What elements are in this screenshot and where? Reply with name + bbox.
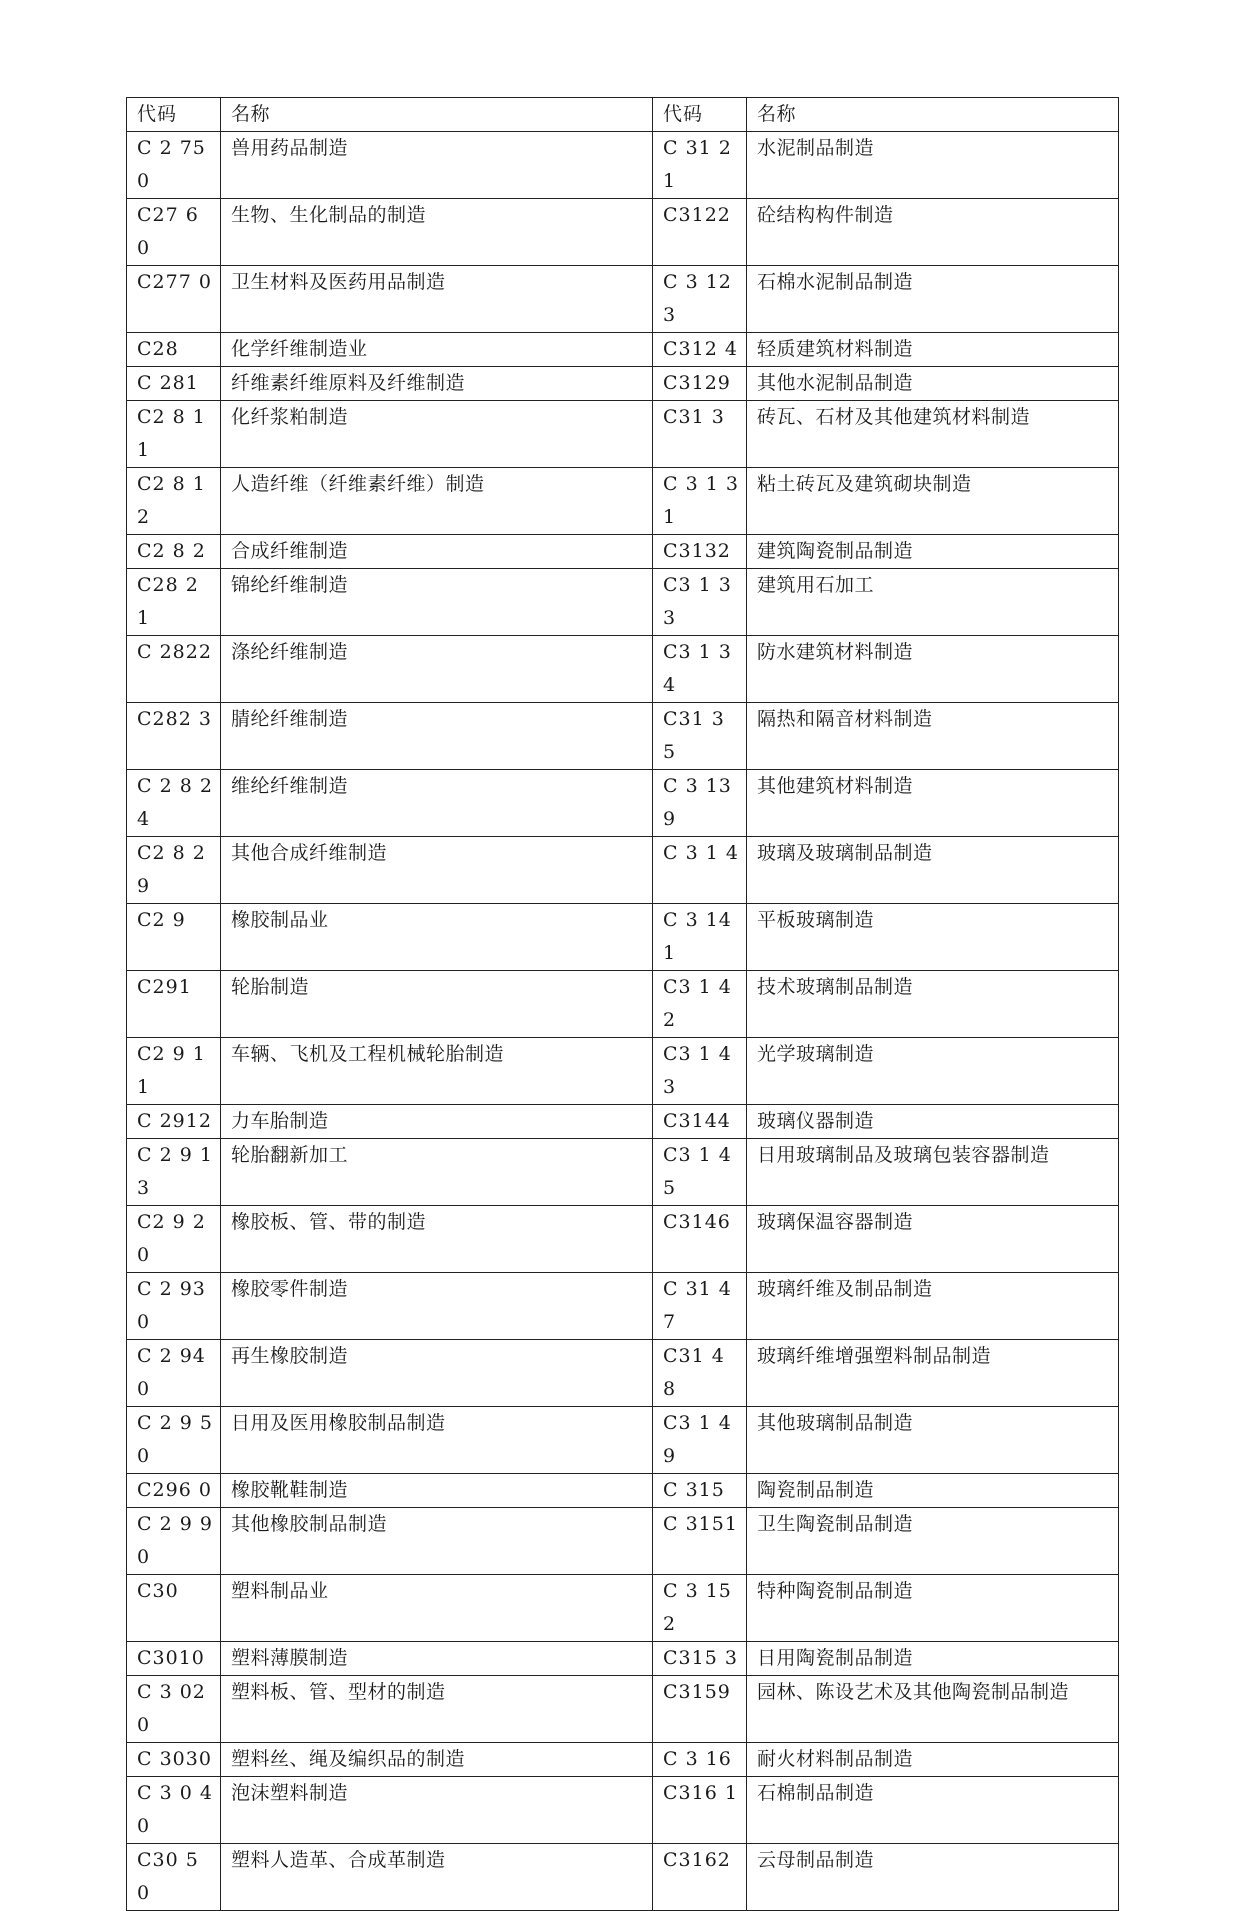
code-cell: C28 (127, 333, 221, 367)
name-cell-right: 玻璃仪器制造 (747, 1105, 1119, 1139)
name-cell-right: 玻璃纤维增强塑料制品制造 (747, 1340, 1119, 1407)
table-row (127, 199, 1119, 266)
code-cell: C30 5 0 (127, 1844, 221, 1911)
name-cell-right: 砼结构构件制造 (747, 199, 1119, 266)
name-cell-right: 水泥制品制造 (747, 132, 1119, 199)
table-row (127, 1844, 1119, 1911)
name-cell: 力车胎制造 (221, 1105, 653, 1139)
code-cell: C28 2 1 (127, 569, 221, 636)
name-cell-right: 粘土砖瓦及建筑砌块制造 (747, 468, 1119, 535)
code-cell-right: C 3 123 (653, 266, 747, 333)
code-cell: C2 8 2 (127, 535, 221, 569)
name-header: 名称 (221, 98, 653, 132)
name-cell-right: 技术玻璃制品制造 (747, 971, 1119, 1038)
code-cell: C2 9 11 (127, 1038, 221, 1105)
code-cell-right: C312 4 (653, 333, 747, 367)
name-cell-right: 建筑陶瓷制品制造 (747, 535, 1119, 569)
code-cell-right: C 3 141 (653, 904, 747, 971)
table-row (127, 1642, 1119, 1676)
table-row (127, 266, 1119, 333)
name-cell-right: 隔热和隔音材料制造 (747, 703, 1119, 770)
table-body (127, 98, 1119, 1911)
name-cell-right: 石棉水泥制品制造 (747, 266, 1119, 333)
name-cell: 轮胎制造 (221, 971, 653, 1038)
table-row (127, 401, 1119, 468)
code-cell-right: C31 3 5 (653, 703, 747, 770)
table-row (127, 1206, 1119, 1273)
code-cell: C 2 93 0 (127, 1273, 221, 1340)
code-header-right: 代码 (653, 98, 747, 132)
code-cell: C 2 75 0 (127, 132, 221, 199)
name-cell: 轮胎翻新加工 (221, 1139, 653, 1206)
code-cell: C 2912 (127, 1105, 221, 1139)
code-cell-right: C 3 152 (653, 1575, 747, 1642)
table-row (127, 1105, 1119, 1139)
name-cell-right: 其他水泥制品制造 (747, 367, 1119, 401)
table-row (127, 837, 1119, 904)
code-cell-right: C3 1 4 3 (653, 1038, 747, 1105)
code-cell: C291 (127, 971, 221, 1038)
name-cell-right: 防水建筑材料制造 (747, 636, 1119, 703)
code-cell-right: C3162 (653, 1844, 747, 1911)
name-cell-right: 耐火材料制品制造 (747, 1743, 1119, 1777)
table-row (127, 1273, 1119, 1340)
name-cell: 塑料人造革、合成革制造 (221, 1844, 653, 1911)
name-cell: 其他合成纤维制造 (221, 837, 653, 904)
code-cell: C27 6 0 (127, 199, 221, 266)
code-cell-right: C 31 4 7 (653, 1273, 747, 1340)
name-cell: 橡胶靴鞋制造 (221, 1474, 653, 1508)
code-cell-right: C3144 (653, 1105, 747, 1139)
code-cell-right: C 3 139 (653, 770, 747, 837)
name-cell-right: 日用玻璃制品及玻璃包装容器制造 (747, 1139, 1119, 1206)
name-cell: 人造纤维（纤维素纤维）制造 (221, 468, 653, 535)
code-cell-right: C 315 (653, 1474, 747, 1508)
table-row (127, 1474, 1119, 1508)
code-cell: C 3 020 (127, 1676, 221, 1743)
name-cell: 其他橡胶制品制造 (221, 1508, 653, 1575)
table-row (127, 971, 1119, 1038)
name-cell: 塑料板、管、型材的制造 (221, 1676, 653, 1743)
name-cell: 兽用药品制造 (221, 132, 653, 199)
name-cell: 化学纤维制造业 (221, 333, 653, 367)
table-row (127, 367, 1119, 401)
table-row (127, 1777, 1119, 1844)
table-row (127, 1407, 1119, 1474)
table-row (127, 904, 1119, 971)
code-cell: C2 8 1 2 (127, 468, 221, 535)
code-cell: C277 0 (127, 266, 221, 333)
name-cell: 卫生材料及医药用品制造 (221, 266, 653, 333)
code-cell: C 2 8 2 4 (127, 770, 221, 837)
code-cell-right: C3 1 42 (653, 971, 747, 1038)
code-cell-right: C3 1 49 (653, 1407, 747, 1474)
name-cell-right: 石棉制品制造 (747, 1777, 1119, 1844)
name-cell: 橡胶制品业 (221, 904, 653, 971)
name-cell-right: 日用陶瓷制品制造 (747, 1642, 1119, 1676)
code-cell-right: C31 4 8 (653, 1340, 747, 1407)
code-cell: C 3030 (127, 1743, 221, 1777)
name-cell: 橡胶板、管、带的制造 (221, 1206, 653, 1273)
name-cell: 维纶纤维制造 (221, 770, 653, 837)
name-cell: 生物、生化制品的制造 (221, 199, 653, 266)
table-row (127, 1508, 1119, 1575)
table-row (127, 132, 1119, 199)
name-cell-right: 玻璃及玻璃制品制造 (747, 837, 1119, 904)
code-cell-right: C3 1 3 3 (653, 569, 747, 636)
code-cell-right: C316 1 (653, 1777, 747, 1844)
name-cell-right: 卫生陶瓷制品制造 (747, 1508, 1119, 1575)
name-cell: 腈纶纤维制造 (221, 703, 653, 770)
code-cell: C30 (127, 1575, 221, 1642)
table-row (127, 569, 1119, 636)
name-cell-right: 园林、陈设艺术及其他陶瓷制品制造 (747, 1676, 1119, 1743)
name-cell-right: 玻璃纤维及制品制造 (747, 1273, 1119, 1340)
name-cell: 再生橡胶制造 (221, 1340, 653, 1407)
name-cell: 纤维素纤维原料及纤维制造 (221, 367, 653, 401)
code-cell: C 3 0 4 0 (127, 1777, 221, 1844)
table-row (127, 1743, 1119, 1777)
code-cell-right: C 31 2 1 (653, 132, 747, 199)
code-cell-right: C 3 1 31 (653, 468, 747, 535)
code-cell-right: C 3 16 (653, 1743, 747, 1777)
table-header-row (127, 98, 1119, 132)
name-cell: 塑料丝、绳及编织品的制造 (221, 1743, 653, 1777)
code-cell-right: C31 3 (653, 401, 747, 468)
table-row (127, 1676, 1119, 1743)
name-cell-right: 云母制品制造 (747, 1844, 1119, 1911)
name-cell-right: 轻质建筑材料制造 (747, 333, 1119, 367)
code-cell: C 281 (127, 367, 221, 401)
code-cell: C 2 9 1 3 (127, 1139, 221, 1206)
table-row (127, 1575, 1119, 1642)
name-cell: 日用及医用橡胶制品制造 (221, 1407, 653, 1474)
code-cell: C2 9 20 (127, 1206, 221, 1273)
code-cell-right: C3 1 4 5 (653, 1139, 747, 1206)
code-cell-right: C3122 (653, 199, 747, 266)
name-cell: 锦纶纤维制造 (221, 569, 653, 636)
code-cell: C3010 (127, 1642, 221, 1676)
code-cell-right: C3129 (653, 367, 747, 401)
code-cell: C 2 9 90 (127, 1508, 221, 1575)
code-cell: C2 8 29 (127, 837, 221, 904)
table-row (127, 1038, 1119, 1105)
name-cell: 化纤浆粕制造 (221, 401, 653, 468)
code-cell-right: C 3151 (653, 1508, 747, 1575)
industry-code-table (126, 97, 1119, 1911)
code-cell: C 2 9 5 0 (127, 1407, 221, 1474)
name-header-right: 名称 (747, 98, 1119, 132)
name-cell-right: 陶瓷制品制造 (747, 1474, 1119, 1508)
name-cell: 合成纤维制造 (221, 535, 653, 569)
name-cell: 泡沫塑料制造 (221, 1777, 653, 1844)
name-cell-right: 特种陶瓷制品制造 (747, 1575, 1119, 1642)
name-cell-right: 光学玻璃制造 (747, 1038, 1119, 1105)
table-row (127, 703, 1119, 770)
name-cell-right: 建筑用石加工 (747, 569, 1119, 636)
name-cell-right: 平板玻璃制造 (747, 904, 1119, 971)
table-row (127, 636, 1119, 703)
code-cell-right: C3159 (653, 1676, 747, 1743)
table-row (127, 468, 1119, 535)
name-cell: 塑料制品业 (221, 1575, 653, 1642)
name-cell: 橡胶零件制造 (221, 1273, 653, 1340)
code-cell-right: C315 3 (653, 1642, 747, 1676)
code-cell-right: C 3 1 4 (653, 837, 747, 904)
name-cell: 塑料薄膜制造 (221, 1642, 653, 1676)
table-row (127, 770, 1119, 837)
code-cell-right: C3146 (653, 1206, 747, 1273)
code-cell: C2 9 (127, 904, 221, 971)
code-cell: C2 8 11 (127, 401, 221, 468)
code-cell: C282 3 (127, 703, 221, 770)
name-cell-right: 其他建筑材料制造 (747, 770, 1119, 837)
name-cell-right: 砖瓦、石材及其他建筑材料制造 (747, 401, 1119, 468)
table-row (127, 1340, 1119, 1407)
table-row (127, 333, 1119, 367)
code-header: 代码 (127, 98, 221, 132)
table-row (127, 535, 1119, 569)
name-cell: 涤纶纤维制造 (221, 636, 653, 703)
name-cell-right: 玻璃保温容器制造 (747, 1206, 1119, 1273)
code-cell: C296 0 (127, 1474, 221, 1508)
code-cell-right: C3132 (653, 535, 747, 569)
name-cell-right: 其他玻璃制品制造 (747, 1407, 1119, 1474)
name-cell: 车辆、飞机及工程机械轮胎制造 (221, 1038, 653, 1105)
table-row (127, 1139, 1119, 1206)
code-cell: C 2822 (127, 636, 221, 703)
code-cell-right: C3 1 3 4 (653, 636, 747, 703)
code-cell: C 2 940 (127, 1340, 221, 1407)
